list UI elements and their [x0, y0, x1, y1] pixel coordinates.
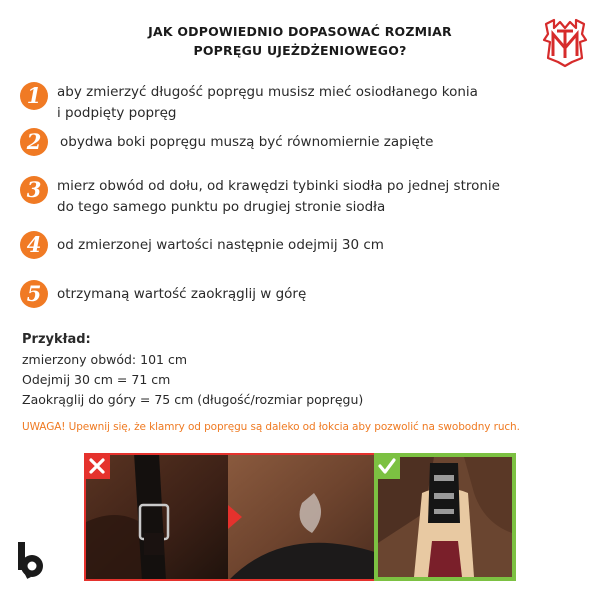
step-5-text: otrzymaną wartość zaokrąglij w górę	[57, 286, 307, 302]
correct-fit-photo	[374, 453, 516, 581]
step-1-line-2: i podpięty popręg	[57, 105, 177, 121]
step-1	[20, 82, 577, 124]
step-2-number: 2	[20, 128, 48, 156]
title-line-1: JAK ODPOWIEDNIO DOPASOWAĆ ROZMIAR	[148, 24, 452, 39]
step-2	[20, 128, 580, 156]
step-4-text: od zmierzonej wartości następnie odejmij 30 cm	[57, 237, 384, 253]
title-line-2: POPRĘGU UJEŻDŻENIOWEGO?	[193, 43, 407, 58]
step-3-number: 3	[20, 176, 48, 204]
step-1-line-1: aby zmierzyć długość popręgu musisz mieć osiodłanego konia	[57, 84, 478, 100]
step-3	[20, 176, 577, 218]
page-title	[100, 22, 500, 60]
example-heading: Przykład:	[22, 332, 91, 347]
step-3-line-2: do tego samego punktu po drugiej stronie siodła	[57, 199, 386, 215]
step-3-line-1: mierz obwód od dołu, od krawędzi tybinki siodła po jednej stronie	[57, 178, 500, 194]
b-logo-icon	[16, 540, 46, 580]
example-block	[22, 330, 363, 410]
example-line-3: Zaokrąglij do góry = 75 cm (długość/rozmiar popręgu)	[22, 392, 364, 407]
step-5	[20, 280, 577, 308]
step-3-text	[57, 176, 577, 218]
incorrect-fit-photo	[84, 453, 378, 581]
step-2-text: obydwa boki popręgu muszą być równomiernie zapięte	[60, 134, 434, 150]
step-4	[20, 231, 577, 259]
step-4-number: 4	[20, 231, 48, 259]
example-line-1: zmierzony obwód: 101 cm	[22, 352, 187, 367]
warning-text: UWAGA! Upewnij się, że klamry od popręgu są daleko od łokcia aby pozwolić na swobodny ruch.	[22, 421, 520, 433]
step-1-number: 1	[20, 82, 48, 110]
step-1-text	[57, 82, 577, 124]
example-line-2: Odejmij 30 cm = 71 cm	[22, 372, 171, 387]
brand-logo	[542, 18, 588, 68]
step-5-number: 5	[20, 280, 48, 308]
